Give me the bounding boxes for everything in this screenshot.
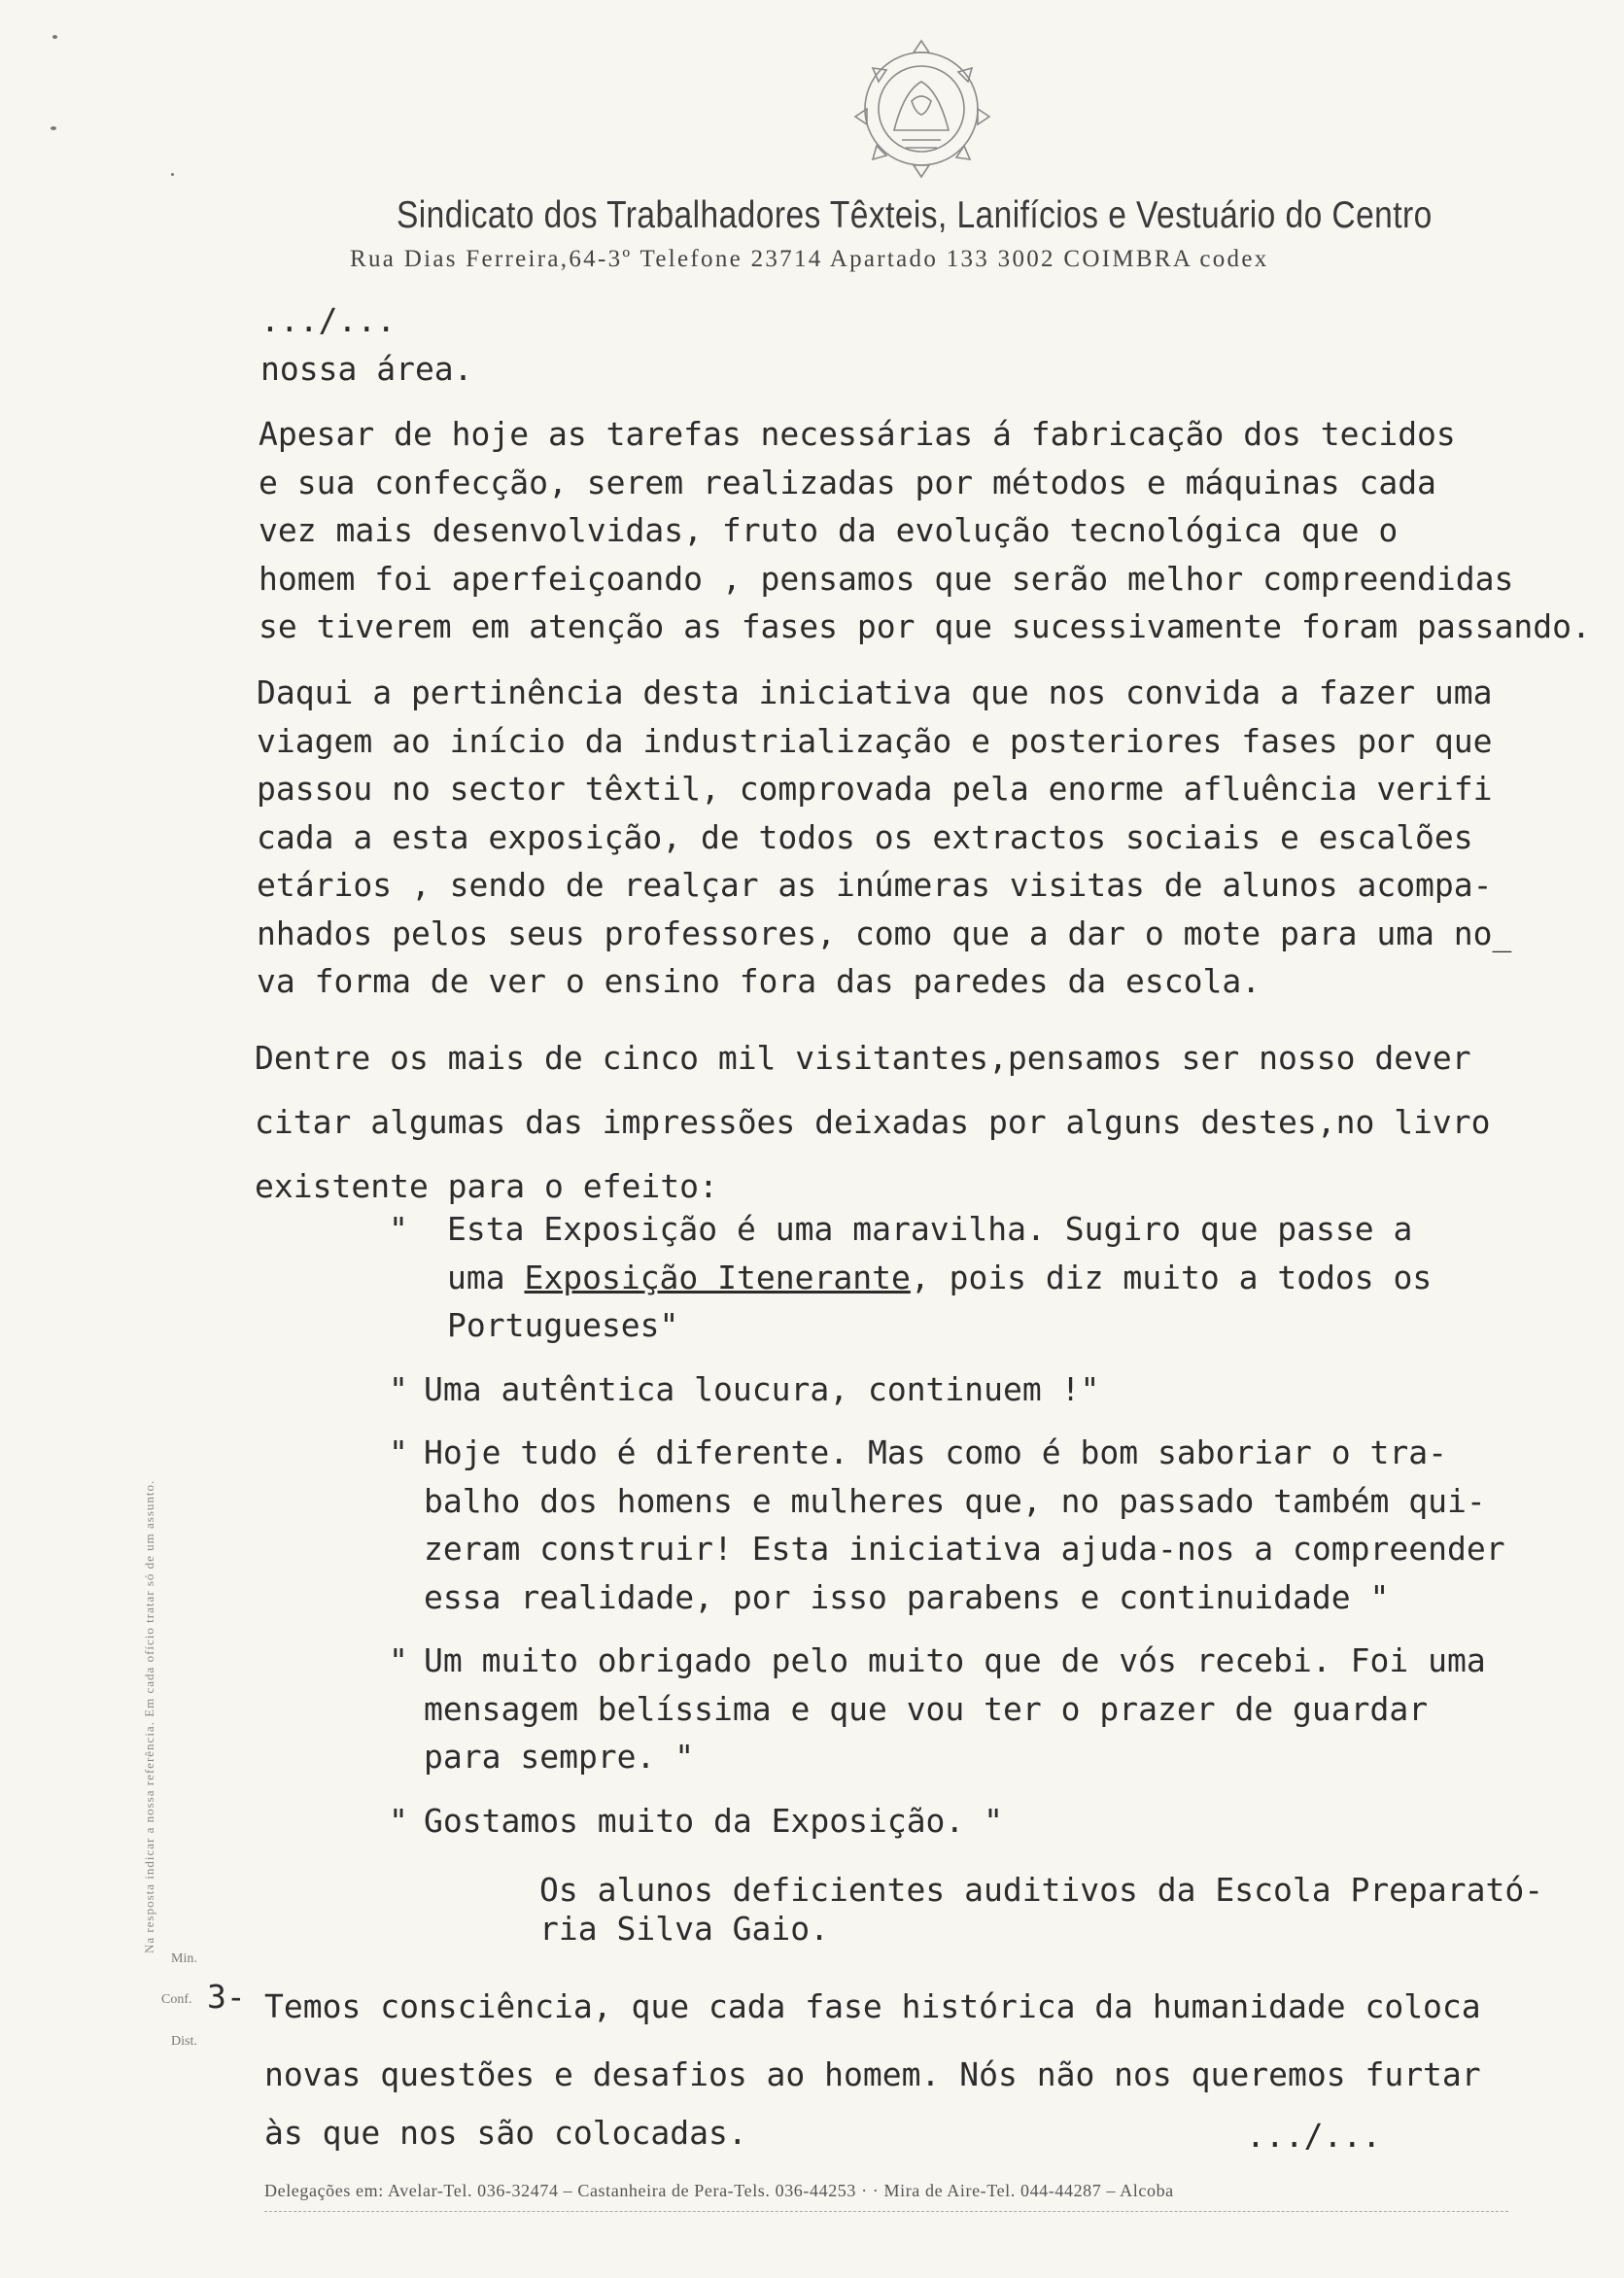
union-seal-logo — [844, 23, 999, 189]
text-line: às que nos são colocadas. — [264, 2114, 747, 2152]
quote-line: Esta Exposição é uma maravilha. Sugiro que passe a — [447, 1210, 1413, 1248]
organization-name: Sindicato dos Trabalhadores Têxteis, Lanifícios e Vestuário do Centro — [397, 194, 1433, 236]
quote-mark: " — [389, 1210, 408, 1248]
quote-line: essa realidade, por isso parabens e continuidade " — [424, 1577, 1390, 1616]
text-line: viagem ao início da industrialização e posteriores fases por que — [257, 721, 1493, 760]
quote-text: uma — [447, 1258, 525, 1296]
footer-delegations: Delegações em: Avelar-Tel. 036-32474 – Castanheira de Pera-Tels. 036-44253 · · Mira de Aire-Tel. 044-44287 – Alcoba — [264, 2181, 1508, 2212]
quote-5 — [389, 1797, 1470, 1846]
quote-mark: " — [389, 1369, 408, 1408]
quote-mark: " — [389, 1641, 408, 1679]
margin-label-conf: Conf. — [161, 1992, 192, 2007]
text-line: Dentre os mais de cinco mil visitantes,pensamos ser nosso dever — [255, 1039, 1471, 1077]
quote-line: Portugueses" — [447, 1306, 679, 1344]
margin-instruction: Na resposta indicar a nossa referência. Em cada ofício tratar só de um assunto. — [142, 1479, 156, 1953]
organization-address: Rua Dias Ferreira,64-3º Telefone 23714 Apartado 133 3002 COIMBRA codex — [350, 246, 1269, 272]
quote-2 — [389, 1365, 1470, 1414]
continuation-top — [260, 296, 473, 393]
text-line: Daqui a pertinência desta iniciativa que nos convida a fazer uma — [257, 673, 1493, 711]
visitor-quotes — [389, 1205, 1505, 1860]
paper-speck — [51, 126, 56, 130]
margin-label-min: Min. — [171, 1951, 197, 1966]
paragraph-3 — [255, 1026, 1491, 1219]
intro-line: nossa área. — [260, 349, 473, 388]
quote-attribution — [539, 1866, 1544, 1948]
text-line: Apesar de hoje as tarefas necessárias á fabricação dos tecidos — [259, 415, 1456, 453]
text-line: citar algumas das impressões deixadas por alguns destes,no livro — [255, 1103, 1491, 1141]
quote-line: Uma autêntica loucura, continuem !" — [424, 1369, 1100, 1408]
text-line: se tiverem em atenção as fases por que sucessivamente foram passando. — [259, 607, 1591, 645]
quote-3 — [389, 1429, 1505, 1621]
text-line: homem foi aperfeiçoando , pensamos que serão melhor compreendidas — [259, 559, 1514, 598]
text-line: existente para o efeito: — [255, 1167, 718, 1205]
text-line: Temos consciência, que cada fase histórica da humanidade coloca — [264, 1987, 1481, 2025]
margin-label-dist: Dist. — [171, 2034, 197, 2049]
quote-line: Gostamos muito da Exposição. " — [424, 1801, 1004, 1840]
continuation-bottom: .../... — [1246, 2117, 1382, 2155]
text-line: nhados pelos seus professores, como que a dar o mote para uma no_ — [257, 914, 1512, 952]
paper-speck — [171, 173, 174, 176]
quote-line — [447, 1254, 1529, 1302]
text-line: e sua confecção, serem realizadas por métodos e máquinas cada — [259, 463, 1436, 501]
quote-mark: " — [389, 1801, 408, 1840]
attribution-line: Os alunos deficientes auditivos da Escola Preparató- — [539, 1871, 1544, 1909]
quote-1 — [389, 1205, 1470, 1350]
quote-4 — [389, 1637, 1486, 1781]
text-line: passou no sector têxtil, comprovada pela enorme afluência verifi — [257, 770, 1493, 808]
text-line: vez mais desenvolvidas, fruto da evolução tecnológica que o — [259, 511, 1399, 549]
text-line: va forma de ver o ensino fora das paredes da escola. — [257, 962, 1261, 1000]
quote-line: Hoje tudo é diferente. Mas como é bom saboriar o tra- — [424, 1433, 1447, 1471]
text-line: etários , sendo de realçar as inúmeras visitas de alunos acompa- — [257, 866, 1493, 904]
quote-line: Um muito obrigado pelo muito que de vós recebi. Foi uma — [424, 1641, 1486, 1679]
quote-line: balho dos homens e mulheres que, no passado também qui- — [424, 1481, 1486, 1520]
paper-speck — [52, 35, 57, 39]
quote-text: , pois diz muito a todos os — [910, 1258, 1433, 1296]
quote-line: mensagem belíssima e que vou ter o prazer de guardar — [424, 1689, 1429, 1728]
paragraph-1 — [259, 410, 1591, 651]
text-line: novas questões e desafios ao homem. Nós não nos queremos furtar — [264, 2055, 1481, 2093]
continuation-marker: .../... — [260, 301, 397, 339]
paragraph-2 — [257, 669, 1511, 1006]
quote-line: para sempre. " — [424, 1738, 695, 1776]
underlined-phrase: Exposição Itenerante — [524, 1258, 911, 1296]
text-line: cada a esta exposição, de todos os extractos sociais e escalões — [257, 817, 1473, 856]
item-number: 3- — [207, 1978, 246, 2016]
attribution-line: ria Silva Gaio. — [539, 1909, 830, 1948]
quote-line: zeram construir! Esta iniciativa ajuda-nos a compreender — [424, 1530, 1505, 1568]
quote-mark: " — [389, 1433, 408, 1471]
